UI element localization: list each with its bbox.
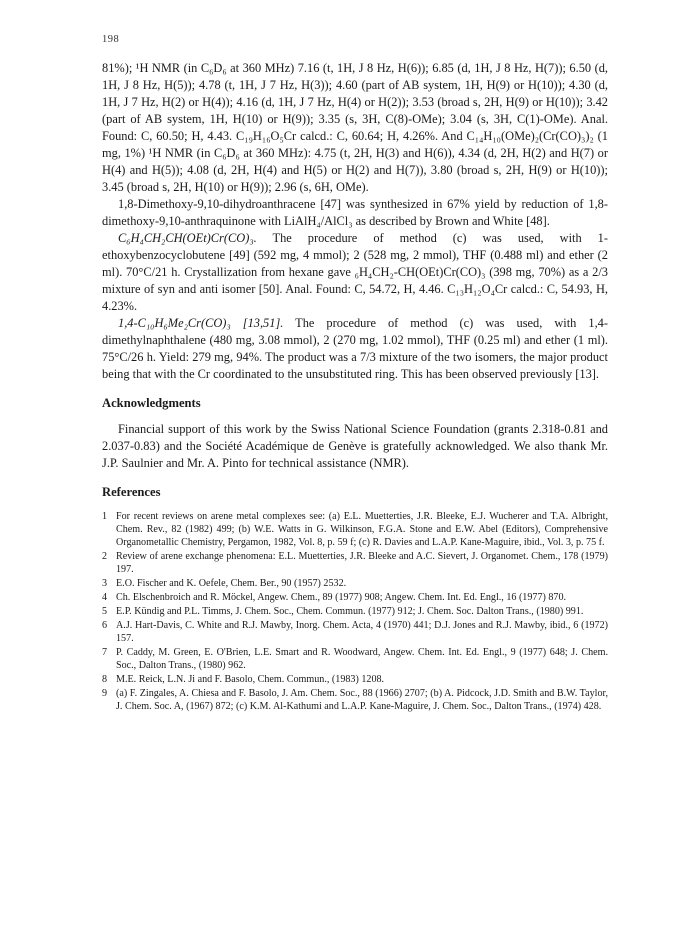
- reference-text: For recent reviews on arene metal complexes see: (a) E.L. Muetterties, J.R. Bleeke, E.J. Wucherer and T.A. Albright, Chem. Rev., 82 (1982) 499; (b) W.E. Watts in G. Wilkinson, F.G.A. Stone and E.W. Abel (Editors), Comprehensive Organometallic Chemistry, Pergamon, 1982, Vol. 8, p. 59 f; (c) R. Davies and L.A.P. Kane-Maguire, ibid., Vol. 3, p. 75 f.: [116, 511, 608, 548]
- reference-item: [102, 619, 608, 645]
- reference-number: 1: [102, 511, 108, 522]
- reference-number: 7: [102, 647, 108, 658]
- compound-heading-1: C₆H₄CH₂CH(OEt)Cr(CO)₃.: [118, 231, 257, 245]
- acknowledgments-heading: Acknowledgments: [102, 396, 201, 410]
- reference-number: 9: [102, 688, 108, 699]
- reference-item: [102, 605, 608, 618]
- reference-item: [102, 646, 608, 672]
- benzocyclobutene-paragraph: [102, 230, 608, 315]
- reference-item: [102, 673, 608, 686]
- reference-text: E.O. Fischer and K. Oefele, Chem. Ber., 90 (1957) 2532.: [116, 578, 347, 589]
- procedure-text-1: The procedure of method (c) was used, with 1-ethoxybenzocyclobutene [49] (592 mg, 4 mmol); 2 (528 mg, 2 mmol), THF (0.488 ml) and ether (2 ml). 70°C/21 h. Crystallization from hexane gave ₆H₄CH₂-CH(OEt)Cr(CO)₃ (398 mg, 70%) as a 2/3 mixture of syn and anti isomer [50]. Anal. Found: C, 54.72, H, 4.46. C₁₃H₁₂O₄Cr calcd.: C, 54.93, H, 4.23%.: [102, 231, 608, 313]
- dihydroanthracene-paragraph: 1,8-Dimethoxy-9,10-dihydroanthracene [47] was synthesized in 67% yield by reduction of 1,8-dimethoxy-9,10-anthraquinone with LiAlH₄/AlCl₃ as described by Brown and White [48].: [102, 197, 608, 228]
- compound-heading-2: 1,4-C₁₀H₆Me₂Cr(CO)₃ [13,51].: [118, 316, 284, 330]
- reference-item: [102, 687, 608, 713]
- text-column: [102, 60, 608, 714]
- acknowledgments-text: Financial support of this work by the Swiss National Science Foundation (grants 2.318-0.81 and 2.037-0.83) and the Société Académique de Genève is gratefully acknowledged. We also thank Mr. J.P. Saulnier and Mr. A. Pinto for technical assistance (NMR).: [102, 422, 608, 470]
- reference-item: [102, 510, 608, 549]
- reference-text: M.E. Reick, L.N. Ji and F. Basolo, Chem. Commun., (1983) 1208.: [116, 674, 385, 685]
- page-number: 198: [102, 34, 120, 45]
- procedure-text-2: The procedure of method (c) was used, with 1,4-dimethylnaphthalene (480 mg, 3.08 mmol), 2 (270 mg, 1.02 mmol), THF (0.25 ml) and ether (1 ml). 75°C/26 h. Yield: 279 mg, 94%. The product was a 7/3 mixture of the two isomers, the major product being that with the Cr coordinated to the unsubstituted ring. This has been observed previously [13].: [102, 316, 608, 381]
- naphthalene-paragraph: [102, 315, 608, 383]
- reference-number: 3: [102, 578, 108, 589]
- reference-item: [102, 550, 608, 576]
- reference-number: 4: [102, 592, 108, 603]
- reference-text: A.J. Hart-Davis, C. White and R.J. Mawby, Inorg. Chem. Acta, 4 (1970) 441; D.J. Jones and R.J. Mawby, ibid., 6 (1972) 157.: [116, 620, 608, 644]
- reference-text: Review of arene exchange phenomena: E.L. Muetterties, J.R. Bleeke and A.C. Sievert, J. Organomet. Chem., 178 (1979) 197.: [116, 551, 608, 575]
- reference-number: 8: [102, 674, 108, 685]
- references-heading: References: [102, 485, 161, 499]
- reference-text: P. Caddy, M. Green, E. O'Brien, L.E. Smart and R. Woodward, Angew. Chem. Int. Ed. Engl., 9 (1977) 648; J. Chem. Soc., Dalton Trans., (1980) 962.: [116, 647, 608, 671]
- reference-item: [102, 591, 608, 604]
- reference-text: (a) F. Zingales, A. Chiesa and F. Basolo, J. Am. Chem. Soc., 88 (1966) 2707; (b) A. Pidcock, J.D. Smith and B.W. Taylor, J. Chem. Soc. A, (1967) 872; (c) K.M. Al-Kathumi and L.A.P. Kane-Maguire, J. Chem. Soc., Dalton Trans., (1974) 428.: [116, 688, 608, 712]
- nmr-data-paragraph: 81%); ¹H NMR (in C₆D₆ at 360 MHz) 7.16 (t, 1H, J 8 Hz, H(6)); 6.85 (d, 1H, J 8 Hz, H(7)); 6.50 (d, 1H, J 8 Hz, H(5)); 4.78 (t, 1H, J 7 Hz, H(3)); 4.60 (part of AB system, 1H, H(9) or H(10)); 4.30 (d, 1H, J 7 Hz, H(2) or H(4)); 4.16 (d, 1H, J 7 Hz, H(4) or H(2)); 3.53 (broad s, 2H, H(9) or H(10)); 3.42 (part of AB system, 1H, H(10) or H(9)); 3.35 (s, 3H, C(8)-OMe); 3.04 (s, 3H, C(1)-OMe). Anal. Found: C, 60.50; H, 4.43. C₁₉H₁₆O₅Cr calcd.: C, 60.64; H, 4.26%. And C₁₄H₁₀(OMe)₂(Cr(CO)₃)₂ (1 mg, 1%) ¹H NMR (in C₆D₆ at 360 MHz): 4.75 (t, 2H, H(3) and H(6)), 4.34 (d, 2H, H(2) and H(7) or H(4) and H(5)); 4.08 (d, 2H, H(4) and H(5) or H(2) and H(7)), 3.80 (broad s, 2H, H(9) or H(10)); 3.45 (broad s, 2H, H(10) or H(9)); 2.96 (s, 6H, OMe).: [102, 61, 608, 194]
- reference-text: E.P. Kündig and P.L. Timms, J. Chem. Soc., Chem. Commun. (1977) 912; J. Chem. Soc. Dalton Trans., (1980) 991.: [116, 606, 584, 617]
- reference-number: 6: [102, 620, 108, 631]
- reference-item: [102, 577, 608, 590]
- reference-number: 5: [102, 606, 108, 617]
- reference-number: 2: [102, 551, 108, 562]
- reference-text: Ch. Elschenbroich and R. Möckel, Angew. Chem., 89 (1977) 908; Angew. Chem. Int. Ed. Engl., 16 (1977) 870.: [116, 592, 567, 603]
- reference-list: [102, 510, 608, 713]
